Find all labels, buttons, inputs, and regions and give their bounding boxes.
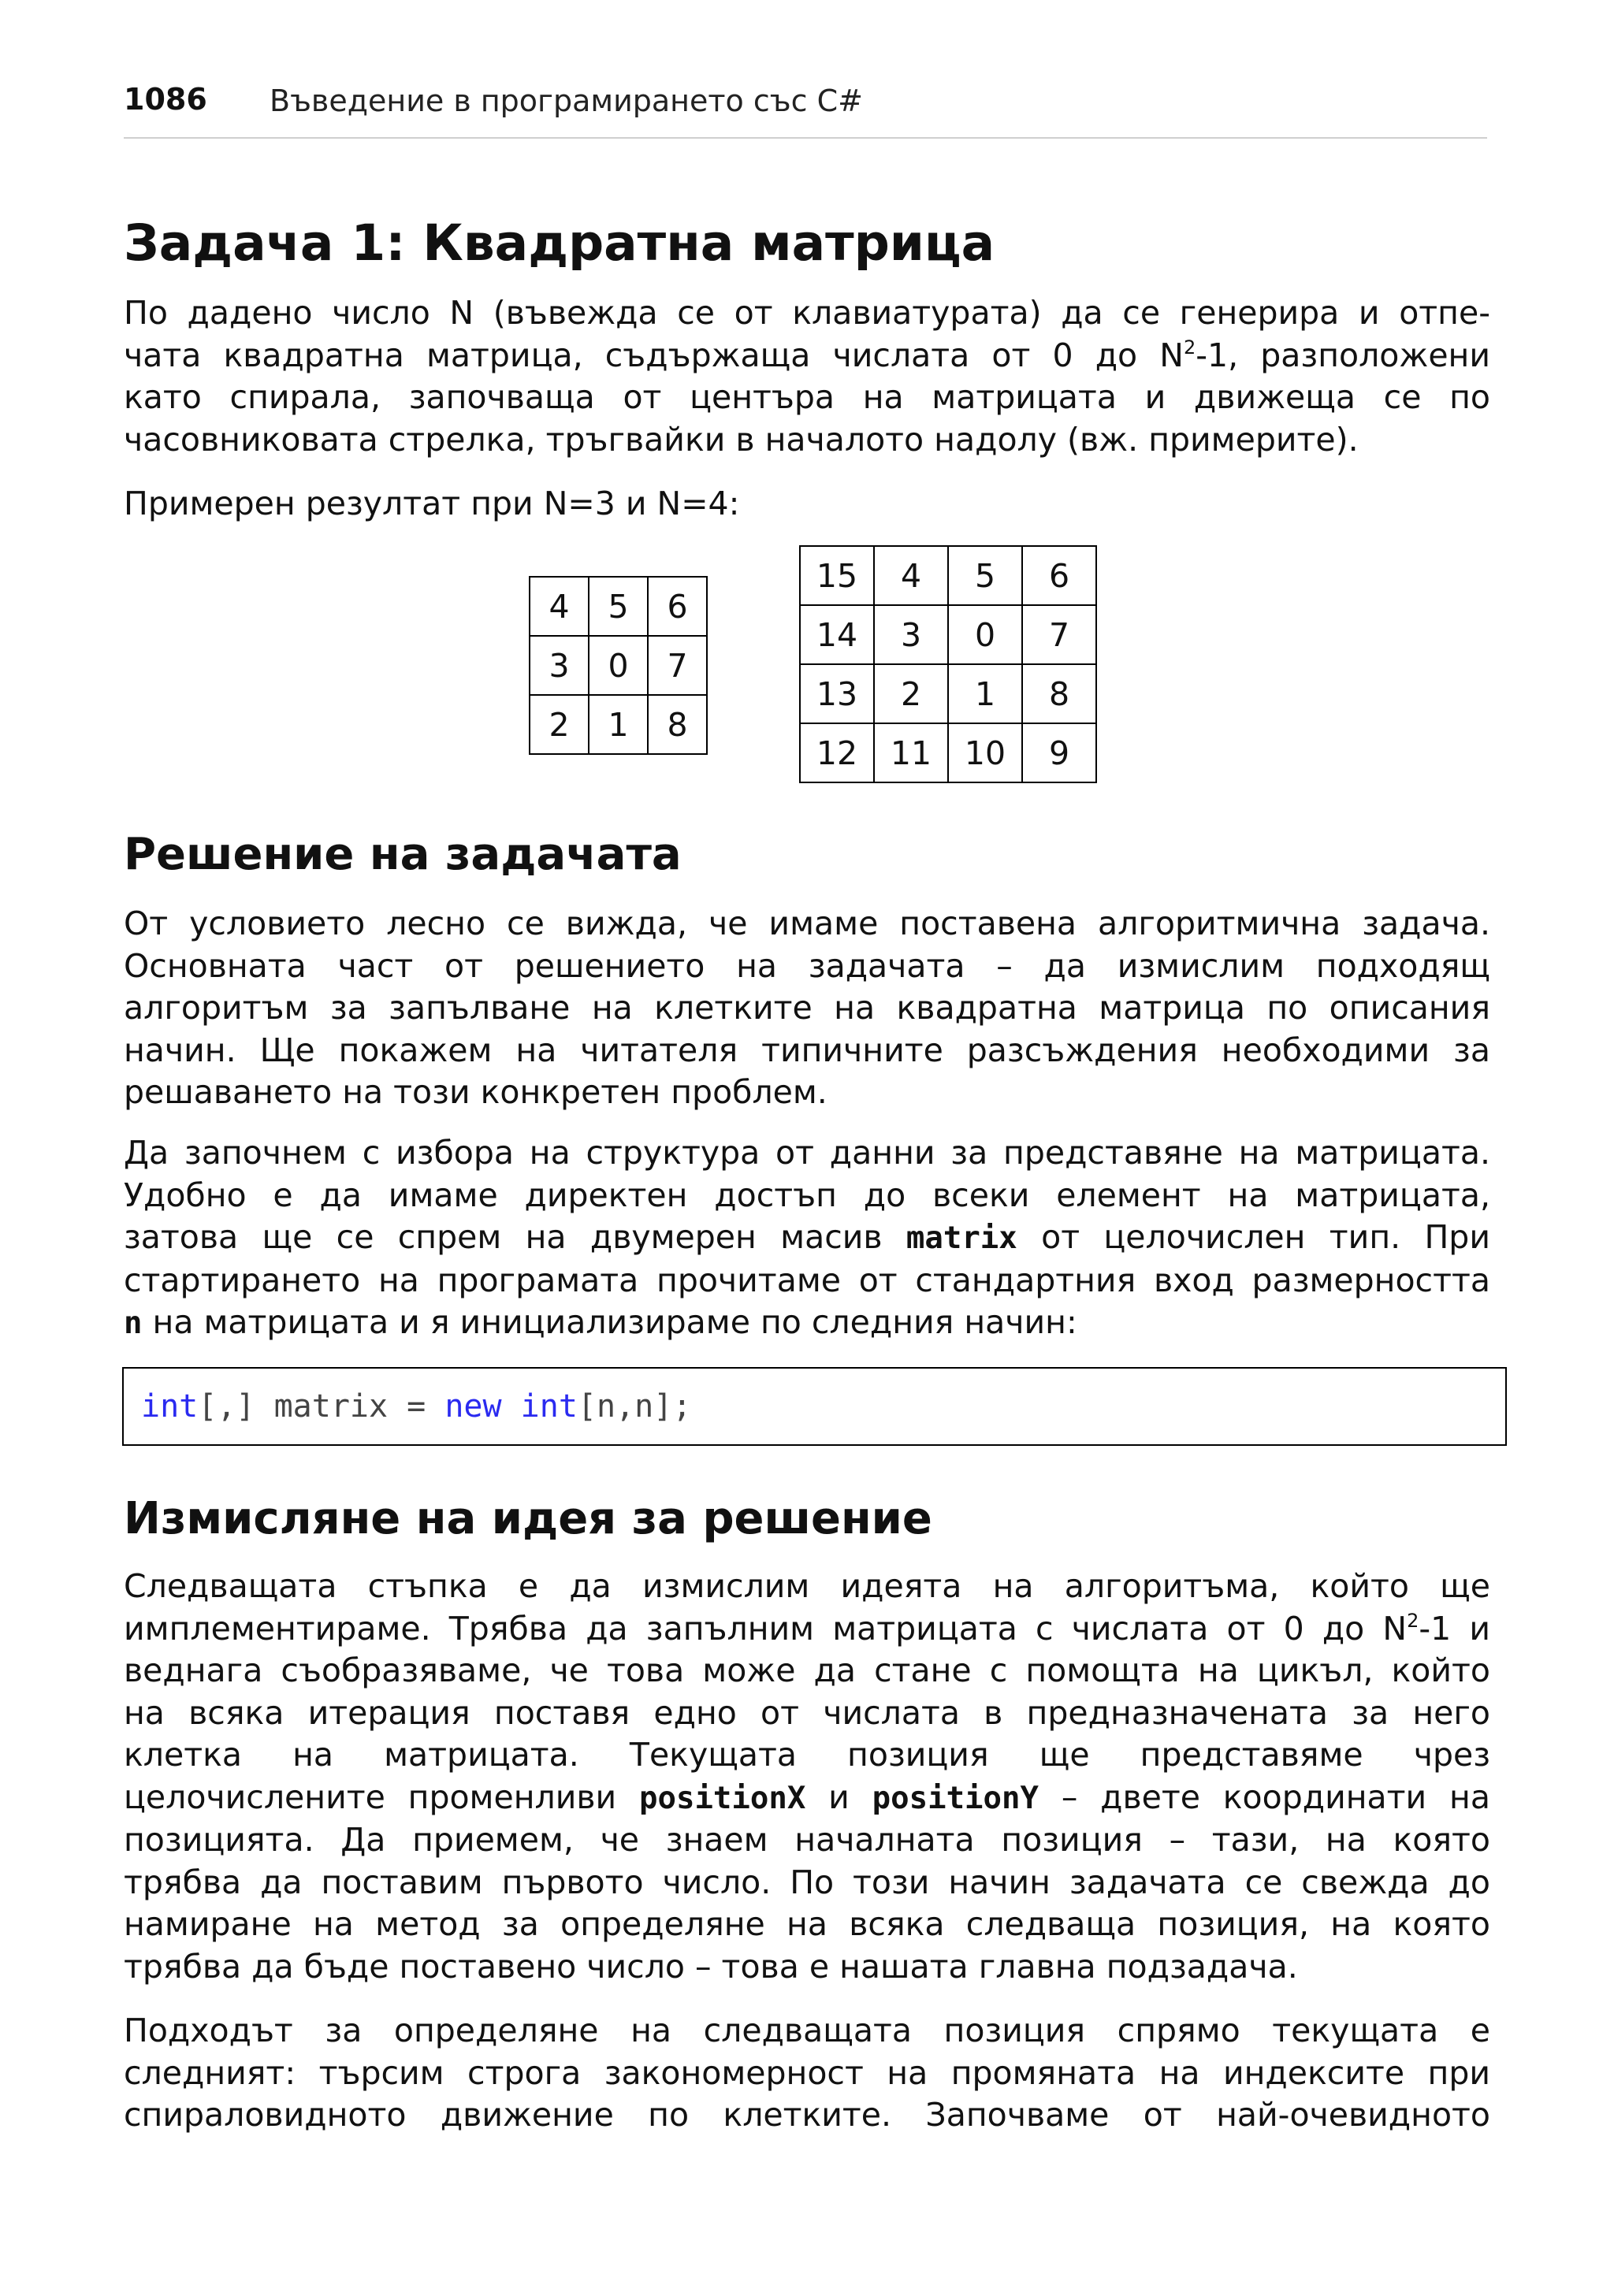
structure-line-5-b: на матрицата и я инициализираме по следния начин: — [152, 1303, 1077, 1341]
solution-line-3: алгоритъм за запълване на клетките на квадратна матрица по описания — [124, 989, 1490, 1027]
idea-line-2-a: имплементираме. Трябва да запълним матрицата с числата от 0 до N — [124, 1609, 1408, 1648]
matrix-row — [800, 546, 1096, 605]
idea-line-6 — [124, 1777, 1490, 1820]
approach-line-3: спираловидното движение по клетките. Започваме от най-очевидното — [124, 2096, 1490, 2134]
approach-line-1: Подходът за определяне на следващата позиция спрямо текущата е — [124, 2012, 1490, 2049]
solution-line-2: Основната част от решението на задачата – да измислим подходящ — [124, 946, 1490, 985]
matrix-cell: 7 — [1022, 605, 1096, 664]
task-line-2-b: -1, разположени — [1196, 336, 1490, 374]
structure-line-3-a: затова ще се спрем на двумерен масив — [124, 1218, 883, 1256]
structure-line-3 — [124, 1217, 1490, 1260]
matrix-cell: 5 — [948, 546, 1022, 605]
superscript-2-b: 2 — [1407, 1609, 1419, 1632]
matrix-cell: 4 — [874, 546, 948, 605]
matrix-cell: 3 — [530, 636, 589, 695]
code-keyword-new: new — [444, 1388, 502, 1425]
task-line-4: часовниковата стрелка, тръгвайки в началото надолу (вж. примерите). — [124, 420, 1359, 459]
code-part-3: [n,n]; — [577, 1388, 692, 1425]
solution-line-4: начин. Ще покажем на читателя типичните разсъждения необходими за — [124, 1031, 1490, 1069]
matrix-cell: 10 — [948, 723, 1022, 782]
idea-line-2 — [124, 1608, 1490, 1651]
matrix-cell: 2 — [874, 664, 948, 723]
idea-line-4: на всяка итерация поставя едно от числата в предназначената за него — [124, 1693, 1490, 1732]
matrix-cell: 2 — [530, 695, 589, 754]
task-description — [124, 292, 1490, 461]
approach-line-2: следният: търсим строга закономерност на промяната на индексите при — [124, 2053, 1490, 2092]
example-caption-text: Примерен резултат при N=3 и N=4: — [124, 485, 740, 522]
matrix-cell: 11 — [874, 723, 948, 782]
matrix-row — [800, 664, 1096, 723]
idea-line-5: клетка на матрицата. Текущата позиция ще представяме чрез — [124, 1736, 1490, 1774]
matrix-cell: 0 — [948, 605, 1022, 664]
matrix-cell: 5 — [589, 577, 648, 636]
task-line-2-a: чата квадратна матрица, съдържаща числата от 0 до N — [124, 336, 1184, 374]
matrix-cell: 9 — [1022, 723, 1096, 782]
matrix-cell: 13 — [800, 664, 874, 723]
inline-code-positiony: positionY — [872, 1780, 1039, 1816]
code-part-1: [,] matrix = — [198, 1388, 445, 1425]
idea-line-8: трябва да поставим първото число. По този начин задачата се свежда до — [124, 1863, 1490, 1901]
code-part-2 — [502, 1388, 521, 1425]
solution-heading: Решение на задачата — [124, 829, 682, 880]
task-heading: Задача 1: Квадратна матрица — [124, 214, 995, 272]
inline-code-positionx: positionX — [639, 1780, 806, 1816]
matrix-row — [530, 636, 707, 695]
matrix-cell: 7 — [648, 636, 707, 695]
matrix-cell: 0 — [589, 636, 648, 695]
idea-line-9: намиране на метод за определяне на всяка следваща позиция, на която — [124, 1905, 1490, 1943]
matrix-cell: 8 — [648, 695, 707, 754]
matrix-cell: 15 — [800, 546, 874, 605]
matrix-cell: 14 — [800, 605, 874, 664]
structure-line-5 — [124, 1302, 1490, 1345]
matrix-cell: 6 — [1022, 546, 1096, 605]
matrix-cell: 8 — [1022, 664, 1096, 723]
matrix-cell: 4 — [530, 577, 589, 636]
structure-line-3-b: от целочислен тип. При — [1041, 1218, 1490, 1256]
idea-line-6-a: целочислените променливи — [124, 1778, 617, 1816]
matrix-example-n3 — [529, 576, 708, 755]
idea-heading: Измисляне на идея за решение — [124, 1493, 932, 1544]
page-number: 1086 — [124, 82, 207, 117]
example-caption — [124, 483, 1490, 526]
task-line-3: като спирала, започваща от центъра на матрицата и движеща се по — [124, 378, 1490, 416]
matrix-cell: 1 — [948, 664, 1022, 723]
idea-line-6-b: – двете координати на — [1061, 1778, 1490, 1816]
code-block — [122, 1367, 1507, 1446]
book-title: Въведение в програмирането със C# — [270, 84, 863, 118]
matrix-row — [530, 577, 707, 636]
matrix-example-n4 — [799, 545, 1097, 783]
code-keyword-int: int — [141, 1388, 199, 1425]
solution-paragraph — [124, 903, 1490, 1114]
idea-line-7: позицията. Да приемем, че знаем началната позиция – тази, на която — [124, 1821, 1490, 1859]
matrix-cell: 6 — [648, 577, 707, 636]
matrix-row — [530, 695, 707, 754]
idea-line-10: трябва да бъде поставено число – това е нашата главна подзадача. — [124, 1947, 1298, 1986]
code-line — [141, 1388, 691, 1425]
matrix-row — [800, 723, 1096, 782]
superscript-2: 2 — [1183, 336, 1196, 359]
matrix-row — [800, 605, 1096, 664]
matrix-cell: 1 — [589, 695, 648, 754]
code-keyword-int-2: int — [520, 1388, 578, 1425]
idea-line-2-b: -1 и — [1419, 1609, 1490, 1648]
inline-code-matrix: matrix — [906, 1220, 1017, 1256]
structure-line-4: стартирането на програмата прочитаме от стандартния вход размерността — [124, 1261, 1490, 1299]
idea-line-3: веднага съобразяваме, че това може да стане с помощта на цикъл, който — [124, 1651, 1490, 1689]
structure-line-2: Удобно е да имаме директен достъп до всеки елемент на матрицата, — [124, 1176, 1490, 1214]
idea-line-1: Следващата стъпка е да измислим идеята на алгоритъма, който ще — [124, 1567, 1490, 1605]
structure-paragraph — [124, 1132, 1490, 1345]
task-line-1: По дадено число N (въвежда се от клавиатурата) да се генерира и отпе- — [124, 294, 1490, 332]
structure-line-1: Да започнем с избора на структура от данни за представяне на матрицата. — [124, 1134, 1490, 1172]
matrix-cell: 3 — [874, 605, 948, 664]
page-header — [124, 82, 1487, 139]
idea-paragraph — [124, 1566, 1490, 1988]
approach-paragraph — [124, 2010, 1490, 2137]
inline-code-n: n — [124, 1306, 143, 1341]
solution-line-5: решаването на този конкретен проблем. — [124, 1073, 827, 1111]
solution-line-1: От условието лесно се вижда, че имаме поставена алгоритмична задача. — [124, 905, 1490, 942]
matrix-cell: 12 — [800, 723, 874, 782]
task-line-2 — [124, 335, 1490, 377]
idea-line-6-mid: и — [828, 1778, 850, 1816]
